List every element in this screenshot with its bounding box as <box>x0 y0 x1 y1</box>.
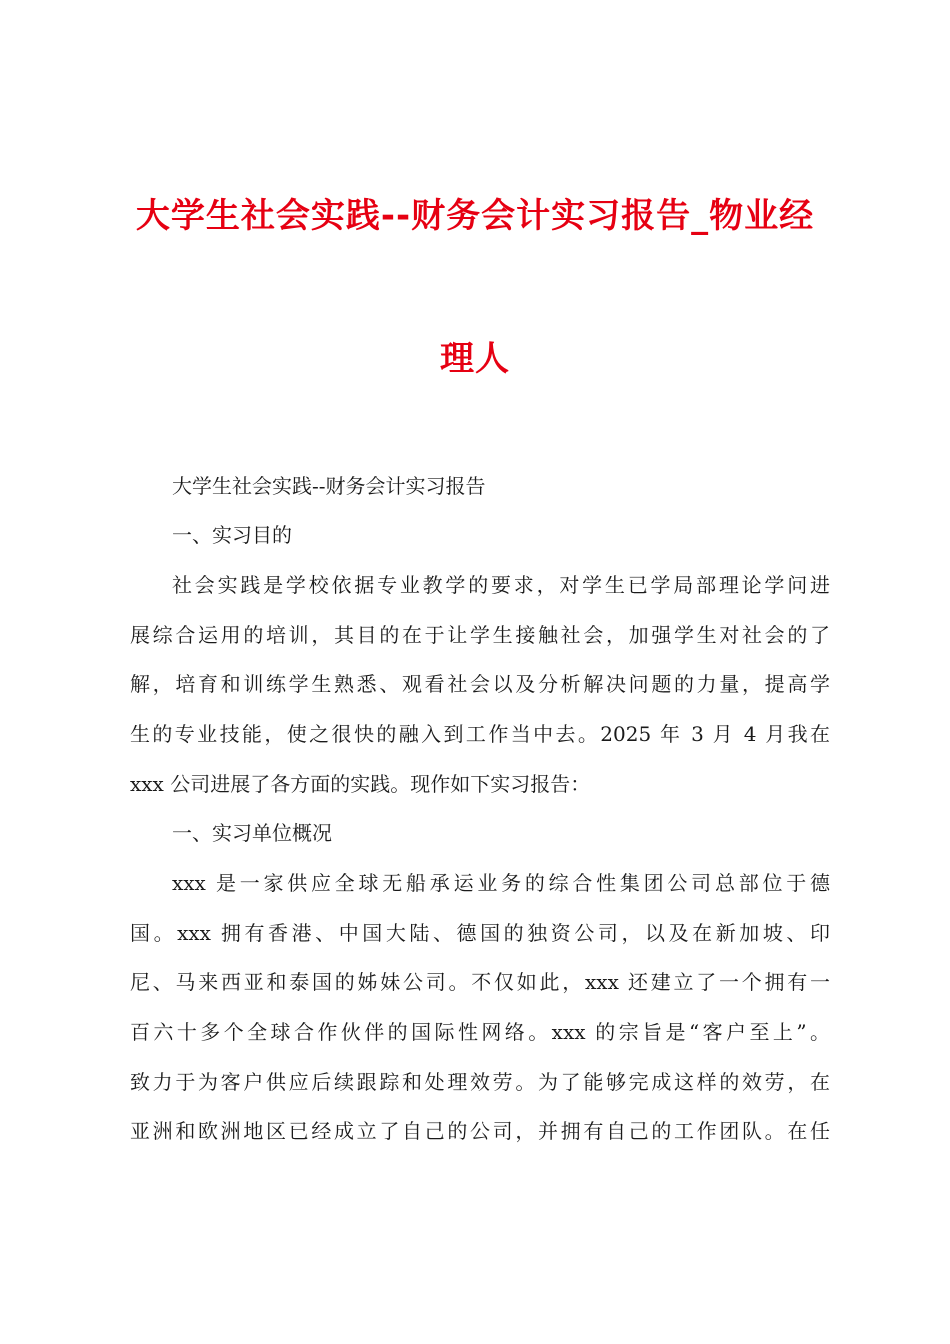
paragraph-line: 生的专业技能，使之很快的融入到工作当中去。2025 年 3 月 4 月我在 <box>130 722 830 746</box>
paragraph-line: 展综合运用的培训，其目的在于让学生接触社会，加强学生对社会的了 <box>130 623 830 647</box>
paragraph-line: 尼、马来西亚和泰国的姊妹公司。不仅如此，xxx 还建立了一个拥有一 <box>130 970 830 994</box>
paragraph-line: 亚洲和欧洲地区已经成立了自己的公司，并拥有自己的工作团队。在任 <box>130 1119 830 1143</box>
paragraph-line: 解，培育和训练学生熟悉、观看社会以及分析解决问题的力量，提高学 <box>130 672 830 696</box>
paragraph-line: 国。xxx 拥有香港、中国大陆、德国的独资公司，以及在新加坡、印 <box>130 921 830 945</box>
document-subtitle: 大学生社会实践--财务会计实习报告 <box>172 474 486 498</box>
paragraph-line: 社会实践是学校依据专业教学的要求，对学生已学局部理论学问进 <box>172 573 830 597</box>
paragraph-line: xxx 是一家供应全球无船承运业务的综合性集团公司总部位于德 <box>172 871 830 895</box>
paragraph-line: xxx 公司进展了各方面的实践。现作如下实习报告： <box>130 772 591 796</box>
section-heading-purpose: 一、实习目的 <box>172 523 292 547</box>
paragraph-line: 百六十多个全球合作伙伴的国际性网络。xxx 的宗旨是“客户至上”。 <box>130 1020 830 1044</box>
document-title-line-1: 大学生社会实践--财务会计实习报告_物业经 <box>135 196 815 236</box>
section-heading-company: 一、实习单位概况 <box>172 821 332 845</box>
paragraph-line: 致力于为客户供应后续跟踪和处理效劳。为了能够完成这样的效劳，在 <box>130 1070 830 1094</box>
document-title-line-2: 理人 <box>440 339 510 379</box>
